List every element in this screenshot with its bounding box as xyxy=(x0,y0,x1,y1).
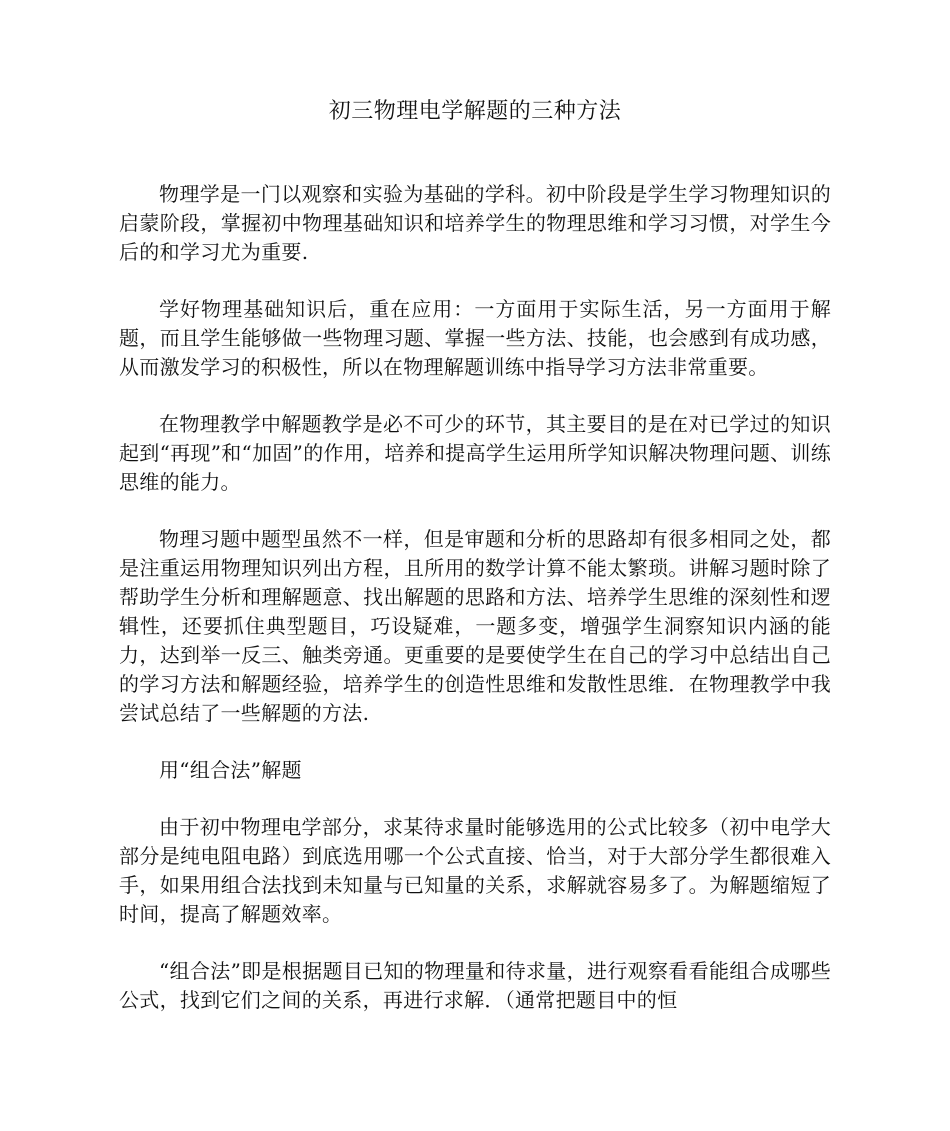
paragraph-combination-definition: “组合法”即是根据题目已知的物理量和待求量，进行观察看看能组合成哪些公式，找到它们之间的关系，再进行求解．（通常把题目中的恒 xyxy=(119,959,831,1012)
paragraph-combination-reason: 由于初中物理电学部分，求某待求量时能够选用的公式比较多（初中电学大部分是纯电阻电路）到底选用哪一个公式直接、恰当，对于大部分学生都很难入手，如果用组合法找到未知量与已知量的关系，求解就容易多了。为解题缩短了时间，提高了解题效率。 xyxy=(119,815,831,926)
paragraph-application: 学好物理基础知识后，重在应用：一方面用于实际生活，另一方面用于解题，而且学生能够做一些物理习题、掌握一些方法、技能，也会感到有成功感，从而激发学习的积极性，所以在物理解题训练中指导学习方法非常重要。 xyxy=(119,297,831,379)
section-heading-combination: 用“组合法”解题 xyxy=(159,758,302,782)
page-title: 初三物理电学解题的三种方法 xyxy=(328,99,622,124)
paragraph-teaching: 在物理教学中解题教学是必不可少的环节，其主要目的是在对已学过的知识起到“再现”和“加固”的作用，培养和提高学生运用所学知识解决物理问题、训练思维的能力。 xyxy=(119,412,831,494)
paragraph-intro: 物理学是一门以观察和实验为基础的学科。初中阶段是学生学习物理知识的启蒙阶段，掌握初中物理基础知识和培养学生的物理思维和学习习惯，对学生今后的和学习尤为重要. xyxy=(119,182,831,264)
document-body xyxy=(119,180,831,1043)
paragraph-problem-types: 物理习题中题型虽然不一样，但是审题和分析的思路却有很多相同之处，都是注重运用物理知识列出方程，且所用的数学计算不能太繁琐。讲解习题时除了帮助学生分析和理解题意、找出解题的思路和方法、培养学生思维的深刻性和逻辑性，还要抓住典型题目，巧设疑难，一题多变，增强学生洞察知识内涵的能力，达到举一反三、触类旁通。更重要的是要使学生在自己的学习中总结出自己的学习方法和解题经验，培养学生的创造性思维和发散性思维．在物理教学中我尝试总结了一些解题的方法. xyxy=(119,527,831,725)
